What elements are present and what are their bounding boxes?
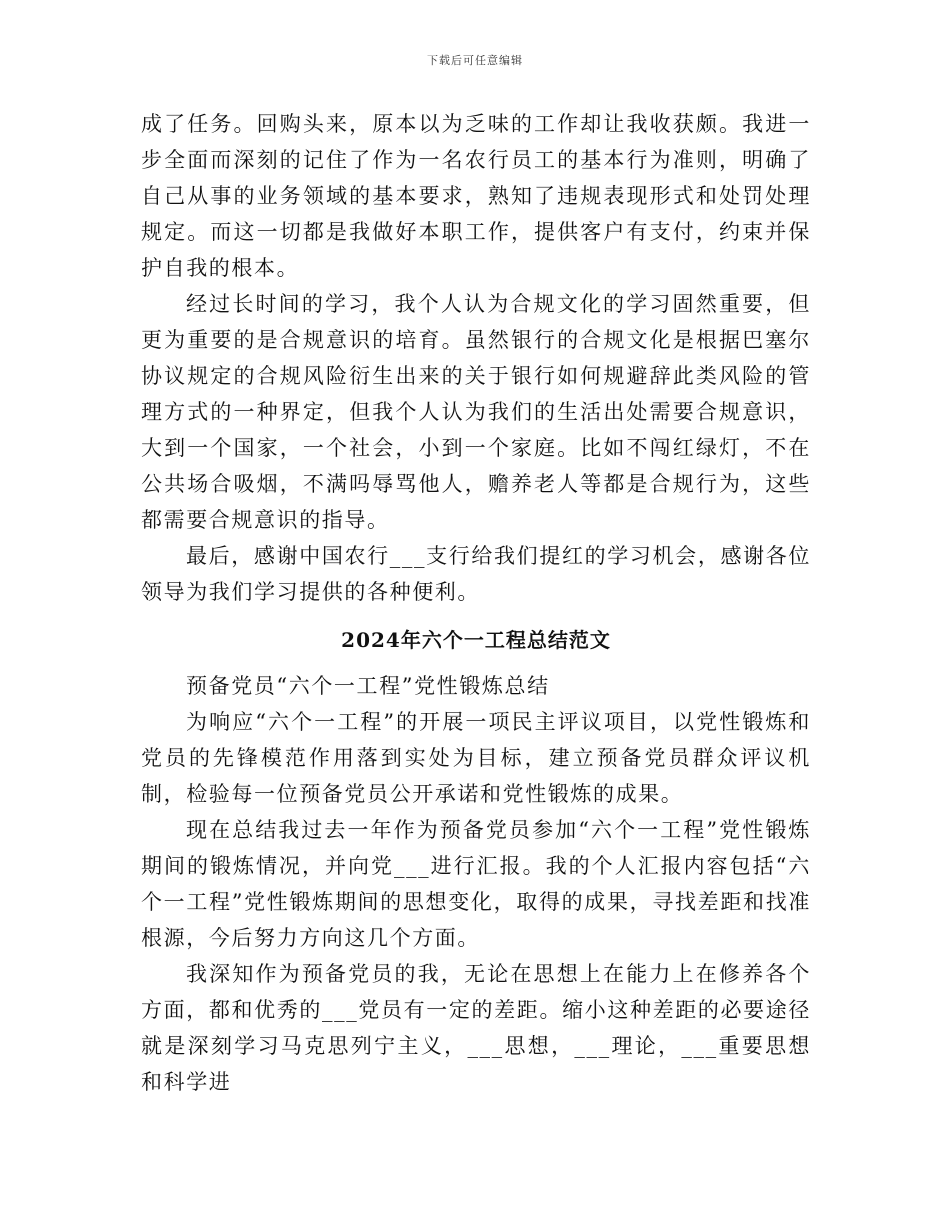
paragraph-4: 为响应“六个一工程”的开展一项民主评议项目，以党性锻炼和党员的先锋模范作用落到实处为目标，建立预备党员群众评议机制，检验每一位预备党员公开承诺和党性锻炼的成果。 [141,710,811,806]
section-subtitle: 预备党员“六个一工程”党性锻炼总结 [186,674,550,698]
paragraph-1: 成了任务。回购头来，原本以为乏味的工作却让我收获颇。我进一步全面而深刻的记住了作为一名农行员工的基本行为准则，明确了自己从事的业务领域的基本要求，熟知了违规表现形式和处罚处理规定。而这一切都是我做好本职工作，提供客户有支付，约束并保护自我的根本。 [141,112,811,280]
paragraph-5: 现在总结我过去一年作为预备党员参加“六个一工程”党性锻炼期间的锻炼情况，并向党___进行汇报。我的个人汇报内容包括“六个一工程”党性锻炼期间的思想变化，取得的成果，寻找差距和找准根源，今后努力方向这几个方面。 [141,818,811,950]
section-title: 2024年六个一工程总结范文 [341,628,611,652]
document-body [141,106,811,1100]
page-header-note: 下载后可任意编辑 [427,54,523,67]
paragraph-6: 我深知作为预备党员的我，无论在思想上在能力上在修养各个方面，都和优秀的___党员有一定的差距。缩小这种差距的必要途径就是深刻学习马克思列宁主义，___思想，___理论，___重要思想和科学进 [141,962,811,1094]
paragraph-3: 最后，感谢中国农行___支行给我们提红的学习机会，感谢各位领导为我们学习提供的各种便利。 [141,544,811,604]
paragraph-2: 经过长时间的学习，我个人认为合规文化的学习固然重要，但更为重要的是合规意识的培育。虽然银行的合规文化是根据巴塞尔协议规定的合规风险衍生出来的关于银行如何规避辞此类风险的管理方式的一种界定，但我个人认为我们的生活出处需要合规意识，大到一个国家，一个社会，小到一个家庭。比如不闯红绿灯，不在公共场合吸烟，不满吗辱骂他人，赡养老人等都是合规行为，这些都需要合规意识的指导。 [141,292,811,532]
